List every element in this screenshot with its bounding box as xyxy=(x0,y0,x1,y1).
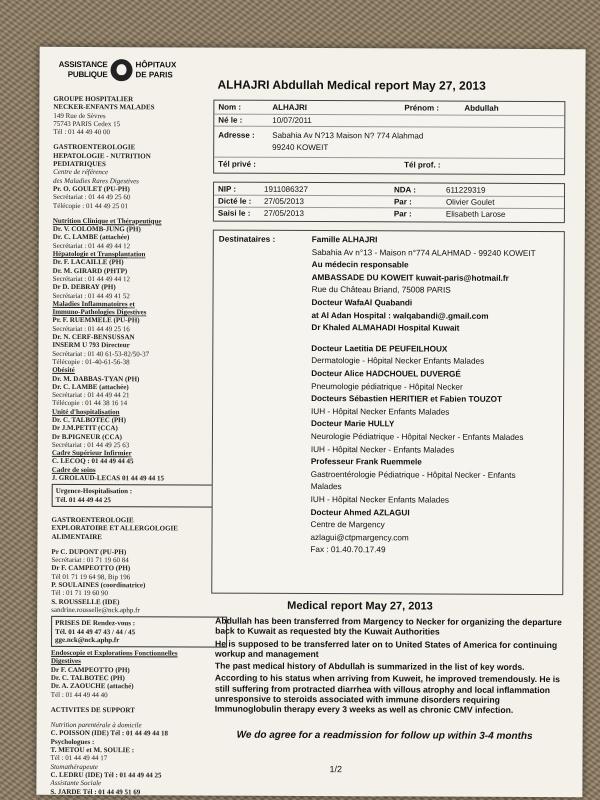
sidebar-line: Dr. C. LAMBE (attachée) xyxy=(52,382,129,392)
sidebar-line: Pr C. DUPONT (PU-PH) xyxy=(51,547,127,557)
address-line-2: 99240 KOWEIT xyxy=(272,142,329,153)
sidebar-line: Secrétariat : 01 44 49 44 21 xyxy=(52,390,130,400)
sidebar-line: Dr. M. GIRARD (PHTP) xyxy=(52,266,128,275)
sidebar-line: ALIMENTAIRE xyxy=(51,532,102,541)
recipient-line: Au médecin responsable xyxy=(311,260,409,270)
report-title: Medical report May 27, 2013 xyxy=(287,599,433,613)
sidebar-line: PEDIATRIQUES xyxy=(53,159,106,169)
sidebar-line: Assistante Sociale xyxy=(50,779,102,788)
sidebar-line: Tél 01 71 19 64 98, Bip 196 xyxy=(51,572,131,581)
page-number: 1/2 xyxy=(329,764,343,775)
recipient-line: IUH - Hôpital Necker - Enfants Malades xyxy=(310,444,455,455)
sidebar-line: Stomathérapeute xyxy=(50,762,98,771)
sidebar-line: Dr. N. CERF-BENSUSSAN xyxy=(52,332,135,342)
sidebar-line: HEPATOLOGIE - NUTRITION xyxy=(53,151,151,161)
aphp-emblem-icon xyxy=(110,59,132,81)
sidebar-line: C. LECOQ : 01 44 49 44 45 xyxy=(51,457,134,466)
sidebar-line: Maladies Inflammatoires et xyxy=(52,299,135,309)
sidebar-line: Nutrition Clinique et Thérapeutique xyxy=(52,216,162,226)
sidebar-line: Dr F. CAMPEOTTO (PH) xyxy=(51,564,131,573)
sidebar-line: P. SOULAINES (coordinatrice) xyxy=(51,580,146,590)
sidebar-line: Centre de référence xyxy=(53,168,109,177)
recipient-line: at Al Adan Hospital : walqabandi@.gmail.com xyxy=(311,310,489,321)
report-paragraph: The past medical history of Abdullah is summarized in the list of key words. xyxy=(214,660,525,673)
sidebar-line: Dr D. DEBRAY (PH) xyxy=(52,283,116,292)
sidebar-line: Obésité xyxy=(52,366,75,375)
recipient-line: Centre de Margency xyxy=(310,520,385,530)
sidebar-line: Pr. O. GOULET (PU-PH) xyxy=(52,184,130,194)
typed-date: 27/05/2013 xyxy=(263,208,304,218)
sidebar-line: C. LEDRU (IDE) Tél : 01 44 49 44 25 xyxy=(50,770,162,780)
nip-value: 1911086327 xyxy=(263,184,308,194)
document-title: ALHAJRI Abdullah Medical report May 27, 2013 xyxy=(217,77,486,93)
recipient-line: Docteur Marie HULLY xyxy=(310,419,395,429)
recipient-line: Rue du Château Briand, 75008 PARIS xyxy=(311,285,451,295)
recipient-line: Famille ALHAJRI xyxy=(311,235,378,245)
sidebar-line: T. METOU et M. SOULIE : xyxy=(50,745,135,755)
sidebar-line: Unité d'hospitalisation xyxy=(52,407,120,416)
patient-name: ALHAJRI xyxy=(272,102,308,112)
sidebar-line: J. GROLAUD-LECAS 01 44 49 44 15 xyxy=(51,473,164,483)
sidebar-line: Digestives xyxy=(50,657,81,666)
nda-value: 611229319 xyxy=(445,185,486,195)
sidebar-line: NECKER-ENFANTS MALADES xyxy=(53,103,155,112)
birthdate-label: Né le : xyxy=(218,115,243,125)
recipient-line: Docteur WafaAl Quabandi xyxy=(311,298,413,308)
sidebar-line: S. ROUSSELLE (IDE) xyxy=(51,597,120,606)
report-paragraph: According to his status when arriving from Kuweit, he improved tremendously. He is still suffering from protracted diarrhea with villous atrophy and local inflammation unresponsive to steroids associated with immune disorders requiring Immunoglobulin therapy every 3 weeks as well as chronic CMV infection. xyxy=(214,673,560,716)
sidebar-line: Secrétariat : 01 71 19 60 84 xyxy=(51,556,129,565)
sidebar-line: Dr J.M.PETIT (CCA) xyxy=(51,424,118,433)
sidebar-line: Secrétariat : 01 40 61-53-82/50-37 xyxy=(52,349,150,358)
logo-text: HÔPITAUX xyxy=(135,60,177,70)
sidebar-line: Secrétariat : 01 44 49 44 12 xyxy=(52,274,131,284)
sidebar-line: Psychologues : xyxy=(50,737,95,746)
sidebar-line: Dr B.PIGNEUR (CCA) xyxy=(51,432,123,441)
sidebar-line: 149 Rue de Sèvres xyxy=(53,111,106,120)
sidebar-line: sandrine.rousselle@nck.aphp.fr xyxy=(51,605,140,615)
sidebar-line: EXPLORATOIRE ET ALLERGOLOGIE xyxy=(51,524,178,533)
sidebar-line: Tél : 01 44 49 44 40 xyxy=(50,690,108,699)
sidebar-line: GASTROENTEROLOGIE xyxy=(53,143,136,152)
sidebar-line: Nutrition parentérale à domicile xyxy=(50,721,142,730)
sidebar-line: Secrétariat : 01 44 49 25 63 xyxy=(51,440,130,450)
recipient-line: IUH - Hôpital Necker Enfants Malades xyxy=(311,406,450,417)
aphp-logo xyxy=(47,57,197,88)
sidebar-line: Télécopie : 01 44 49 25 01 xyxy=(52,201,129,210)
sidebar-line: Tél : 01 44 49 40 00 xyxy=(53,128,111,137)
sidebar-line: Tél : 01 44 49 44 17 xyxy=(50,754,108,763)
nda-label: NDA : xyxy=(393,185,416,195)
recipient-line: Neurologie Pédiatrique - Hôpital Necker - Enfants Malades xyxy=(310,431,524,442)
sidebar-line: Cadre de soins xyxy=(51,465,96,474)
sidebar-line: Pr. F. RUEMMELE (PU-PH) xyxy=(52,316,140,325)
patient-firstname: Abdullah xyxy=(464,103,499,113)
recipient-line: Docteur Alice HADCHOUEL DUVERGÉ xyxy=(311,369,461,379)
sidebar-line: Dr. F. LACAILLE (PH) xyxy=(52,258,124,267)
sidebar-line: Dr. V. COLOMB-JUNG (PH) xyxy=(52,225,141,234)
department-sidebar xyxy=(50,95,229,797)
report-paragraph: Abdullah has been transferred from Margency to Necker for organizing the departure back to Kuwait as requested bty the Kuwait Authorities xyxy=(215,615,562,637)
recipient-line: Sabahia Av n°13 - Maison n°774 ALAHMAD - 99240 KOWEIT xyxy=(311,247,536,258)
sidebar-line: Endoscopie et Explorations Fonctionnelles xyxy=(50,648,178,658)
recipient-line: Dermatologie - Hôpital Necker Enfants Malades xyxy=(311,356,485,367)
sidebar-line: Secrétariat : 01 44 49 44 12 xyxy=(52,241,131,250)
recipient-line: Gastroentérologie Pédiatrique - Hôpital Necker - Enfants xyxy=(310,469,516,480)
recipient-line: AMBASSADE DU KOWEIT kuwait-paris@hotmail.fr xyxy=(311,272,509,283)
tel-prof-label: Tél prof. : xyxy=(404,160,441,170)
dictated-label: Dicté le : xyxy=(217,196,252,206)
sidebar-line: PRISES DE Rendez-vous : Tél. 01 44 49 47 43 / 44 / 45 gge.nck@nck.aphp.fr xyxy=(51,616,227,648)
report-paragraph: He is supposed to be transferred later on to United States of America for continuing workup and management xyxy=(214,638,558,659)
sidebar-line: Secrétariat : 01 44 49 41 52 xyxy=(52,291,130,300)
sidebar-line: C. POISSON (IDE) Tél : 01 44 49 44 18 xyxy=(50,729,168,738)
nom-label: Nom : xyxy=(218,102,242,112)
sidebar-line: Tél : 01 71 19 60 90 xyxy=(51,589,109,598)
typed-by-label: Par : xyxy=(393,209,412,219)
nip-label: NIP : xyxy=(217,184,237,194)
document-page xyxy=(36,47,585,797)
sidebar-line: Dr. M. DABBAS-TYAN (PH) xyxy=(52,374,140,383)
dictated-by: Olivier Goulet xyxy=(445,197,495,207)
admin-info-table xyxy=(213,182,565,224)
sidebar-line: S. JARDE Tél : 01 44 49 51 69 xyxy=(50,787,141,796)
prenom-label: Prénom : xyxy=(404,103,440,113)
closing-statement: We do agree for a readmission for follow up within 3-4 months xyxy=(236,729,533,742)
typed-by: Elisabeth Larose xyxy=(445,209,506,219)
recipients-label: Destinataires : xyxy=(218,234,276,244)
sidebar-line: Télécopie : 01 44 38 16 14 xyxy=(52,399,128,408)
sidebar-line: Immuno-Pathologies Digestives xyxy=(52,307,147,317)
sidebar-line: Dr. C. TALBOTEC (PH) xyxy=(51,415,126,425)
sidebar-line: GROUPE HOSPITALIER xyxy=(53,94,134,104)
sidebar-line: Télécopie : 01-40-61-56-38 xyxy=(52,357,130,367)
sidebar-line: 75743 PARIS Cedex 15 xyxy=(53,119,121,129)
sidebar-line: Dr. C. LAMBE (attachée) xyxy=(52,233,130,242)
sidebar-line: des Maladies Rares Digestives xyxy=(53,176,139,185)
sidebar-line: ACTIVITES DE SUPPORT xyxy=(50,705,135,715)
recipient-line: Professeur Frank Ruemmele xyxy=(310,457,422,467)
recipient-line: azlagui@ctpmargency.com xyxy=(310,532,409,543)
sidebar-line: Secrétariat : 01 44 49 25 60 xyxy=(52,193,131,202)
tel-private-label: Tél privé : xyxy=(218,159,256,169)
report-body xyxy=(215,616,565,718)
sidebar-line: Dr. C. TALBOTEC (PH) xyxy=(50,673,125,683)
dictated-by-label: Par : xyxy=(393,197,412,207)
sidebar-line: Urgence-Hospitalisation : Tél. 01 44 49 44 25 xyxy=(52,484,228,507)
logo-text: ASSISTANCE xyxy=(58,59,108,70)
address-label: Adresse : xyxy=(218,130,255,140)
sidebar-line: GASTROENTEROLOGIE xyxy=(51,515,134,525)
address-line-1: Sabahia Av N?13 Maison N? 774 Alahmad xyxy=(272,130,424,141)
patient-info-table xyxy=(213,100,565,176)
recipient-line: Malades xyxy=(310,482,342,492)
recipient-line: Docteur Laetitia DE PEUFEILHOUX xyxy=(311,343,448,354)
sidebar-line: Dr F. CAMPEOTTO (PH) xyxy=(50,665,130,674)
birthdate-value: 10/07/2011 xyxy=(272,115,312,126)
sidebar-line: Secrétariat : 01 44 49 25 16 xyxy=(52,324,130,333)
typed-label: Saisi le : xyxy=(217,208,251,218)
recipient-line: IUH - Hôpital Necker Enfants Malades xyxy=(310,494,450,505)
logo-text: DE PARIS xyxy=(135,70,173,80)
dictated-date: 27/05/2013 xyxy=(263,196,305,206)
recipients-box xyxy=(211,230,565,596)
sidebar-line: Dr. A. ZAOUCHE (attaché) xyxy=(50,682,134,691)
recipient-line: Docteurs Sébastien HERITIER et Fabien TOUZOT xyxy=(311,394,503,405)
sidebar-line: Cadre Supérieur Infirmier xyxy=(51,449,132,458)
recipient-line: Pneumologie pédiatrique - Hôpital Necker xyxy=(311,381,463,392)
logo-text: PUBLIQUE xyxy=(67,69,108,80)
sidebar-line: INSERM U 793 Directeur xyxy=(52,341,130,350)
recipient-line: Dr Khaled ALMAHADI Hospital Kuwait xyxy=(311,323,460,333)
sidebar-line: Hépatologie et Transplantation xyxy=(52,249,146,259)
recipient-line: Docteur Ahmed AZLAGUI xyxy=(310,507,410,518)
recipient-line: Fax : 01.40.70.17.49 xyxy=(310,545,386,555)
